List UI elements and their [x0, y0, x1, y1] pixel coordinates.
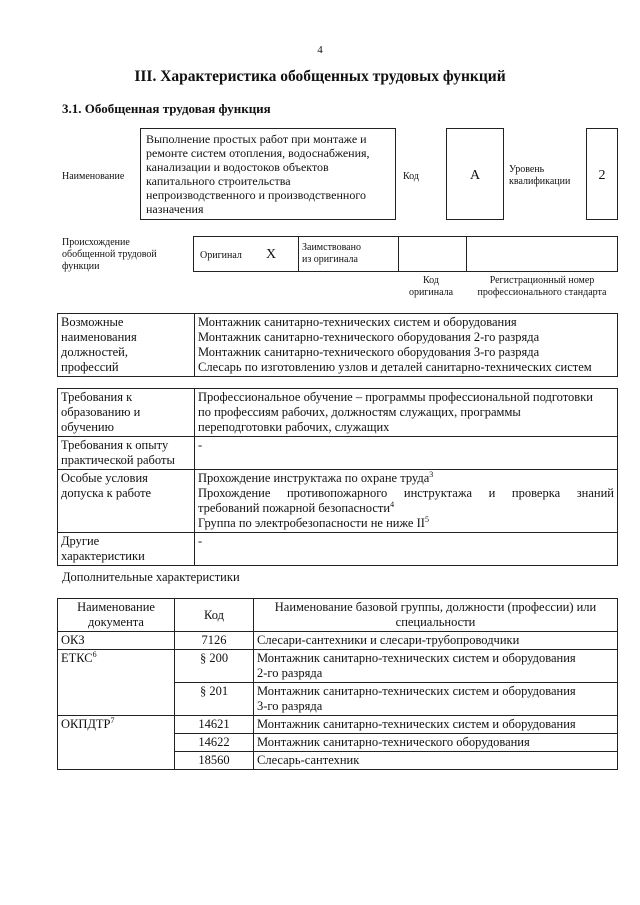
section-title: III. Характеристика обобщенных трудовых функций: [134, 68, 506, 85]
reg-number-caption: Регистрационный номер профессионального стандарта: [477, 275, 607, 298]
header-doc: Наименование документа: [58, 599, 175, 632]
table-row: ЕТКС$^6$ § 200 Монтажник санитарно-технических систем и оборудования 2-го разряда: [58, 650, 618, 683]
footnote-ref: 5: [424, 514, 429, 524]
other-label: Другие характеристики: [58, 533, 195, 566]
other-value: -: [195, 533, 618, 566]
list-item: Монтажник санитарно-технического оборудования 2-го разряда: [198, 330, 540, 344]
origin-label: Происхождение обобщенной трудовой функции: [62, 237, 157, 272]
table-row: § 201 Монтажник санитарно-технических систем и оборудования 3-го разряда: [58, 683, 618, 716]
level-label: Уровень квалификации: [509, 164, 571, 187]
original-label: Оригинал: [200, 250, 242, 261]
footnote-ref: 4: [390, 499, 395, 509]
okpdtr-doc: ОКПДТР$^7$: [58, 716, 175, 770]
education-value: Профессиональное обучение – программы профессиональной подготовки по профессиям рабочих, должностям служащих, программы переподготовки рабочих, служащих: [195, 389, 618, 437]
experience-value: -: [195, 437, 618, 470]
special-line-2: Прохождение противопожарного инструктажа и проверка знаний: [198, 486, 614, 500]
original-mark: X: [266, 247, 277, 262]
level-value-box: [586, 128, 618, 220]
table-row: [58, 533, 618, 566]
list-item: Монтажник санитарно-технического оборудования 3-го разряда: [198, 345, 540, 359]
code-value: А: [469, 168, 481, 183]
list-item: Слесарь по изготовлению узлов и деталей санитарно-технических систем: [198, 360, 592, 374]
positions-label: Возможные наименования должностей, профессий: [58, 314, 195, 377]
positions-table: [57, 313, 618, 377]
table-row: 18560 Слесарь-сантехник: [58, 752, 618, 770]
table-row: ОКПДТР$^7$ 14621 Монтажник санитарно-технических систем и оборудования: [58, 716, 618, 734]
header-code: Код: [175, 599, 254, 632]
subsection-title: 3.1. Обобщенная трудовая функция: [62, 101, 271, 116]
list-item: Монтажник санитарно-технических систем и оборудования: [198, 315, 517, 329]
code-value-box: [446, 128, 504, 220]
table-row: [58, 437, 618, 470]
page-number: 4: [317, 44, 323, 56]
table-row: 14622 Монтажник санитарно-технического оборудования: [58, 734, 618, 752]
table-row: ОКЗ 7126 Слесари-сантехники и слесари-трубопроводчики: [58, 632, 618, 650]
name-label: Наименование: [62, 171, 125, 182]
education-label: Требования к образованию и обучению: [58, 389, 195, 437]
function-name-text: Выполнение простых работ при монтаже и ремонте систем отопления, водоснабжения, канализации и водостоков объектов капитального строительства непроизводственного и производственного назначения: [146, 132, 370, 216]
additional-table: [57, 598, 618, 770]
header-name: Наименование базовой группы, должности (профессии) или специальности: [254, 599, 618, 632]
additional-title: Дополнительные характеристики: [62, 570, 240, 584]
table-row: [58, 389, 618, 437]
requirements-table: [57, 388, 618, 566]
footnote-ref: 7: [110, 715, 115, 725]
special-label: Особые условия допуска к работе: [58, 470, 195, 533]
experience-label: Требования к опыту практической работы: [58, 437, 195, 470]
code-original-caption: Код оригинала: [408, 275, 454, 298]
origin-row: [193, 236, 618, 272]
table-row: [58, 470, 618, 533]
footnote-ref: 3: [429, 469, 434, 479]
etks-doc: ЕТКС$^6$: [58, 650, 175, 716]
special-value: Прохождение инструктажа по охране труда$^3$ Прохождение противопожарного инструктажа и проверка знаний требований пожарной безопасности$^4$ Группа по электробезопасности не ниже $II^5$: [195, 470, 618, 533]
function-name-box: [140, 128, 396, 220]
footnote-ref: 6: [92, 649, 97, 659]
level-value: 2: [598, 168, 606, 183]
code-label: Код: [403, 171, 419, 182]
borrowed-label: Заимствовано из оригинала: [302, 242, 361, 265]
table-header-row: [58, 599, 618, 632]
positions-list: [195, 314, 618, 377]
